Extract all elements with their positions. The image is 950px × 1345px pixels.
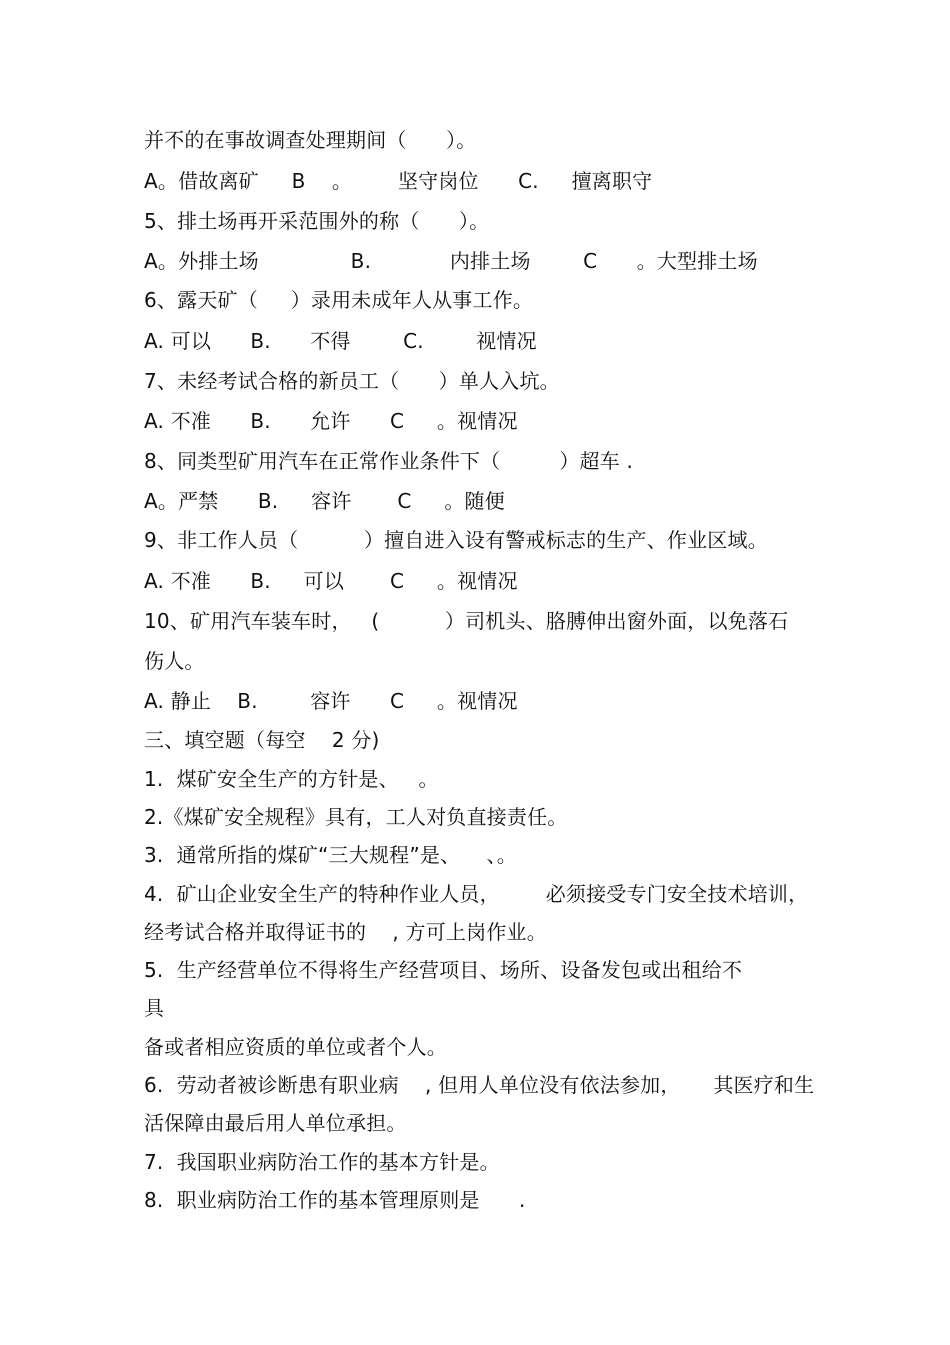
text-line: 5、排土场再开采范围外的称（ ）。 (144, 209, 490, 233)
text-line: A。严禁 B. 容许 C 。随便 (144, 489, 505, 513)
text-line: 备或者相应资质的单位或者个人。 (144, 1035, 447, 1059)
text-line: 活保障由最后用人单位承担。 (144, 1111, 407, 1135)
text-line: A. 不准 B. 允许 C 。视情况 (144, 409, 518, 433)
text-line: 7、未经考试合格的新员工（ ）单人入坑。 (144, 369, 560, 393)
text-line: A。外排土场 B. 内排土场 C 。大型排土场 (144, 249, 758, 273)
text-line: 6. 劳动者被诊断患有职业病 , 但用人单位没有依法参加， 其医疗和生 (144, 1073, 815, 1097)
text-line: 2.《煤矿安全规程》具有，工人对负直接责任。 (144, 805, 568, 829)
text-line: 8、同类型矿用汽车在正常作业条件下（ ）超车 . (144, 449, 634, 473)
section-heading: 三、填空题（每空 2 分) (144, 728, 380, 752)
text-line: 9、非工作人员（ ）擅自进入设有警戒标志的生产、作业区域。 (144, 528, 768, 552)
text-line: 5. 生产经营单位不得将生产经营项目、场所、设备发包或出租给不 (144, 958, 743, 982)
text-line: 经考试合格并取得证书的 , 方可上岗作业。 (144, 920, 547, 944)
text-line: A. 不准 B. 可以 C 。视情况 (144, 569, 518, 593)
text-line: 4. 矿山企业安全生产的特种作业人员， 必须接受专门安全技术培训， (144, 882, 809, 906)
text-line: 7. 我国职业病防治工作的基本方针是。 (144, 1150, 500, 1174)
text-line: 并不的在事故调查处理期间（ ）。 (144, 128, 477, 152)
text-line: A. 可以 B. 不得 C. 视情况 (144, 329, 537, 353)
text-line: 6、露天矿（ ）录用未成年人从事工作。 (144, 288, 534, 312)
text-line: 10、矿用汽车装车时， ( ）司机头、胳膊伸出窗外面，以免落石 (144, 609, 789, 633)
text-line: 1. 煤矿安全生产的方针是、 。 (144, 767, 439, 791)
text-line: 3. 通常所指的煤矿“三大规程”是、 、。 (144, 843, 517, 867)
text-line: A。借故离矿 B 。 坚守岗位 C. 擅离职守 (144, 169, 653, 193)
text-line: 8. 职业病防治工作的基本管理原则是 . (144, 1188, 526, 1212)
text-line: A. 静止 B. 容许 C 。视情况 (144, 689, 518, 713)
text-line: 伤人。 (144, 649, 205, 673)
text-line: 具 (144, 996, 165, 1020)
